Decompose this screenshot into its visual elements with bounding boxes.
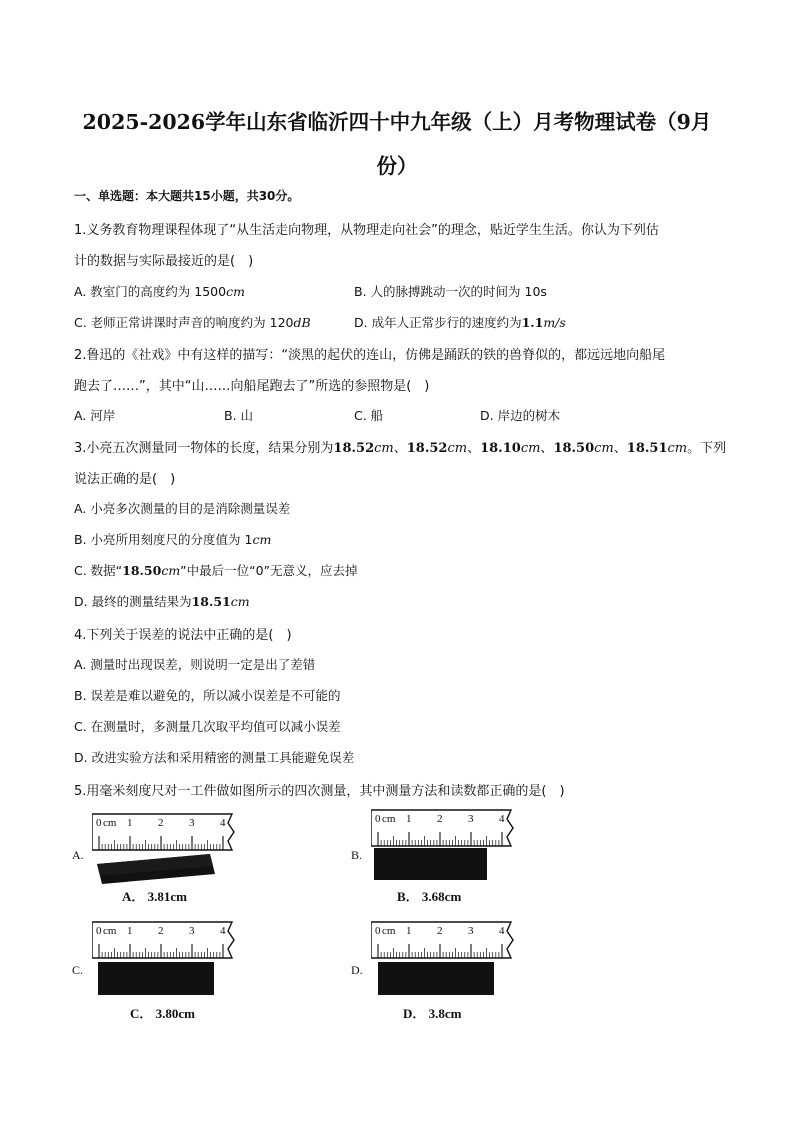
q1-option-a[interactable]: A. 教室门的高度约为 1500cm [74,284,245,299]
ruler-tick-label: 1 [406,813,412,825]
workpiece-block [378,962,494,995]
ruler-tick-label: 1 [127,925,133,937]
ruler-tick-label: 4 [220,925,226,937]
ruler-tick-label: 2 [158,817,164,829]
q5-figure-a [92,812,242,890]
q2-option-a[interactable]: A. 河岸 [74,408,116,423]
q5-figure-b [371,808,521,886]
q3-stem-line1: 3.小亮五次测量同一物体的长度，结果分别为18.52cm、18.52cm、18.10cm、18.50cm、18.51cm。下列 [74,441,727,456]
ruler [371,922,513,958]
ruler-tick-label: 3 [468,813,474,825]
ruler-tick-label: 4 [220,817,226,829]
q3-option-a[interactable]: A. 小亮多次测量的目的是消除测量误差 [74,501,291,516]
ruler-tick-label: 4 [499,813,505,825]
q5-figure-c [92,920,242,998]
ruler-tick-label: 0 [375,813,381,825]
ruler-tick-label: 2 [437,813,443,825]
section-heading: 一、单选题：本大题共15小题，共30分。 [74,189,300,203]
q3-stem-line2: 说法正确的是( ) [74,472,176,487]
q5-stem: 5.用毫米刻度尺对一工件做如图所示的四次测量，其中测量方法和读数都正确的是( ) [74,784,565,799]
q4-option-c[interactable]: C. 在测量时，多测量几次取平均值可以减小误差 [74,719,341,734]
workpiece-block [98,962,214,995]
ruler-unit-label: cm [103,817,117,829]
q2-stem-line1: 2.鲁迅的《社戏》中有这样的描写：“淡黑的起伏的连山，仿佛是踊跃的铁的兽脊似的，都远远地向船尾 [74,348,666,363]
q5-caption-c: C． 3.80cm [130,1006,195,1021]
q3-option-b[interactable]: B. 小亮所用刻度尺的分度值为 1cm [74,532,272,547]
q1-option-c[interactable]: C. 老师正常讲课时声音的响度约为 120dB [74,315,311,330]
ruler-tick-label: 1 [127,817,133,829]
ruler-tick-label: 0 [96,817,102,829]
title-line-1: 2025-2026学年山东省临沂四十中九年级（上）月考物理试卷（9月 [82,110,712,134]
q3-option-c[interactable]: C. 数据“18.50cm”中最后一位“0”无意义，应去掉 [74,563,358,578]
ruler [92,922,234,958]
q1-stem-line2: 计的数据与实际最接近的是( ) [74,254,254,269]
q5-caption-a: A． 3.81cm [122,889,187,904]
ruler-tick-label: 0 [96,925,102,937]
ruler-tick-label: 3 [189,925,195,937]
title-line-2: 份） [376,154,418,178]
ruler-unit-label: cm [382,813,396,825]
q2-option-c[interactable]: C. 船 [354,408,384,423]
ruler-tick-label: 1 [406,925,412,937]
workpiece-block [374,848,487,880]
ruler-tick-label: 3 [189,817,195,829]
ruler [92,814,234,850]
q1-option-b[interactable]: B. 人的脉搏跳动一次的时间为 10s [354,284,547,299]
q5-caption-b: B． 3.68cm [397,889,462,904]
q1-option-d[interactable]: D. 成年人正常步行的速度约为1.1m/s [354,315,566,330]
ruler-unit-label: cm [382,925,396,937]
q5-option-b-label[interactable]: B. [351,848,363,862]
q5-caption-d: D． 3.8cm [403,1006,462,1021]
q5-option-d-label[interactable]: D. [351,963,363,977]
q4-option-d[interactable]: D. 改进实验方法和采用精密的测量工具能避免误差 [74,750,355,765]
q3-option-d[interactable]: D. 最终的测量结果为18.51cm [74,594,250,609]
q4-option-a[interactable]: A. 测量时出现误差，则说明一定是出了差错 [74,657,316,672]
q5-option-a-label[interactable]: A. [72,848,84,862]
ruler-unit-label: cm [103,925,117,937]
q5-option-c-label[interactable]: C. [72,963,84,977]
ruler-tick-label: 2 [437,925,443,937]
q2-stem-line2: 跑去了……”，其中“山……向船尾跑去了”所选的参照物是( ) [74,379,430,394]
q2-option-d[interactable]: D. 岸边的树木 [480,408,561,423]
q4-stem: 4.下列关于误差的说法中正确的是( ) [74,628,292,643]
q5-figure-d [371,920,521,998]
ruler-tick-label: 4 [499,925,505,937]
ruler-tick-label: 3 [468,925,474,937]
ruler-tick-label: 2 [158,925,164,937]
q2-option-b[interactable]: B. 山 [224,408,254,423]
q1-stem-line1: 1.义务教育物理课程体现了“从生活走向物理，从物理走向社会”的理念，贴近学生生活。你认为下列估 [74,223,659,238]
ruler [371,810,513,846]
ruler-tick-label: 0 [375,925,381,937]
q4-option-b[interactable]: B. 误差是难以避免的，所以减小误差是不可能的 [74,688,341,703]
